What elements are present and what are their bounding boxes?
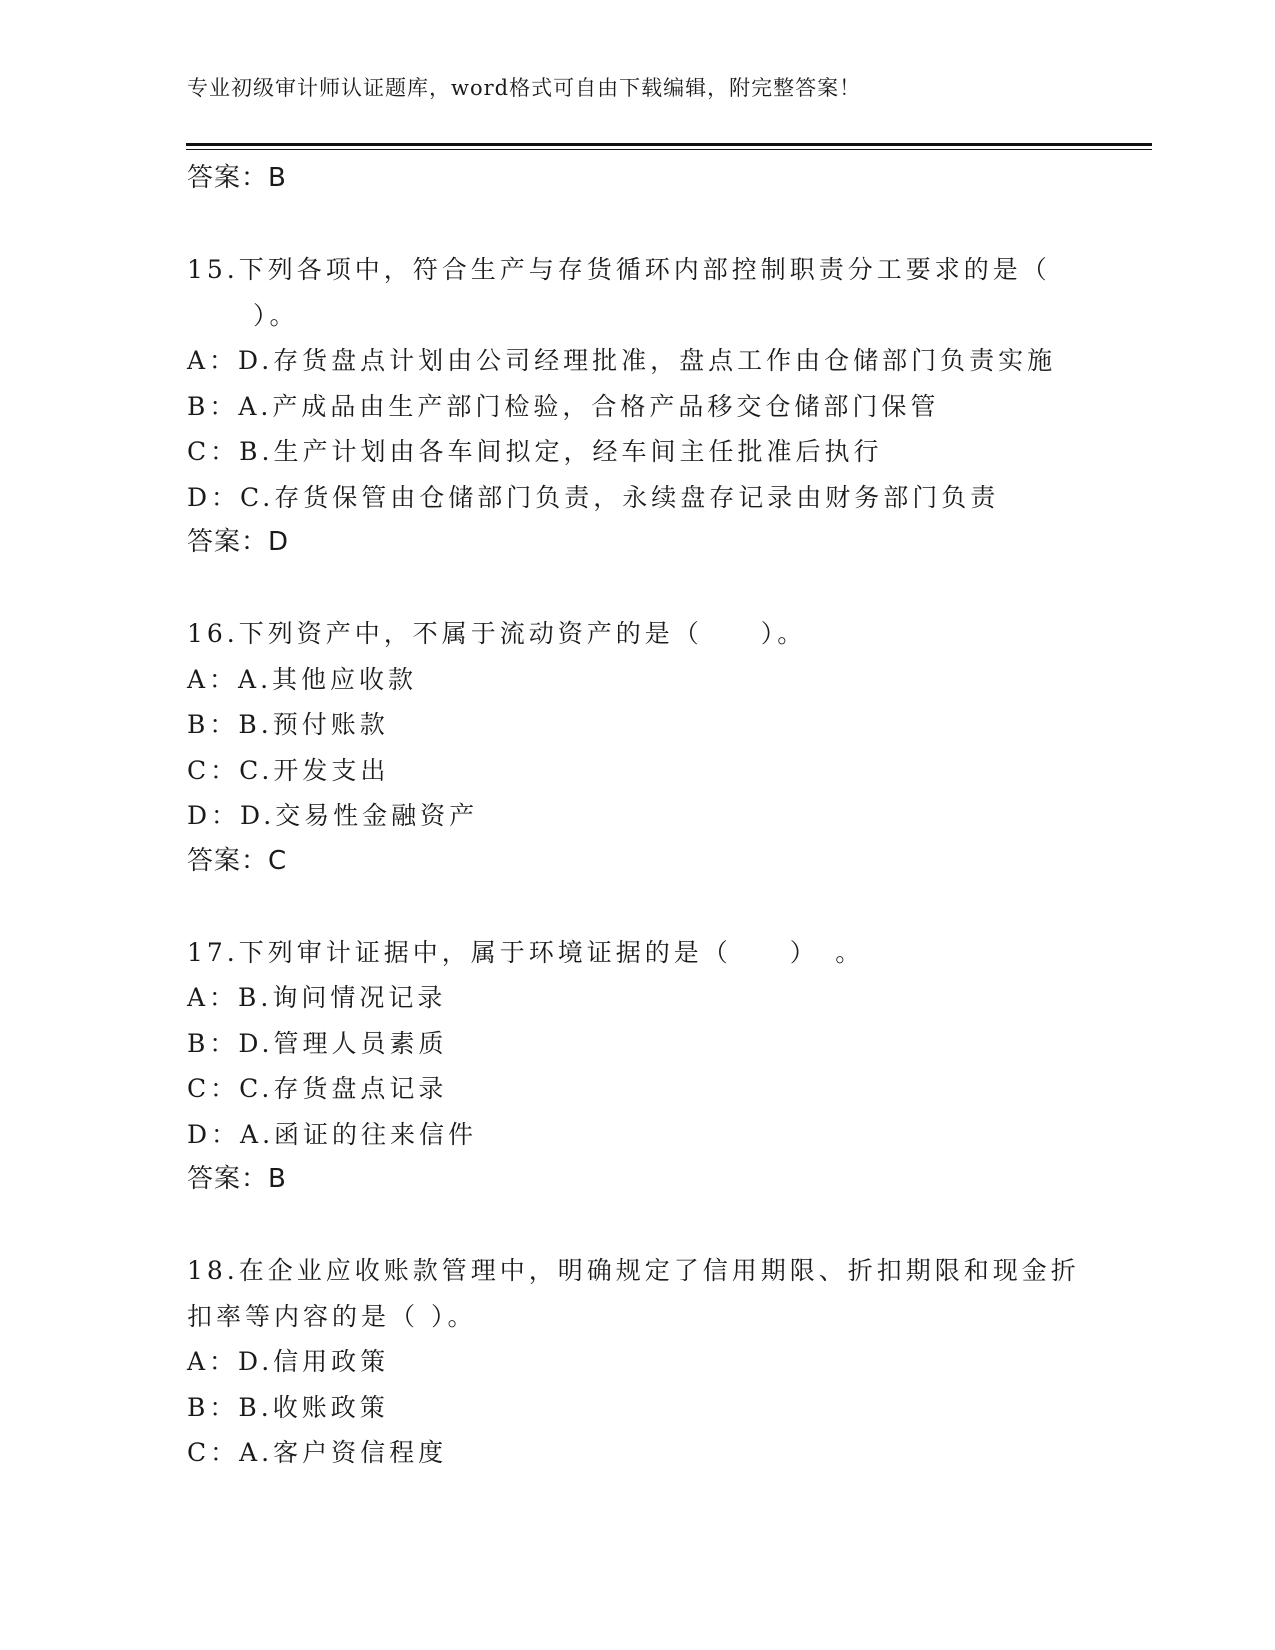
spacer	[187, 202, 1087, 248]
option-c: C：C.开发支出	[187, 755, 390, 785]
spacer	[187, 566, 1087, 612]
header-rule-thin	[186, 149, 1152, 150]
question-stem: 15.下列各项中，符合生产与存货循环内部控制职责分工要求的是（	[187, 255, 1051, 284]
question-stem: 18.在企业应收账款管理中，明确规定了信用期限、折扣期限和现金折	[187, 1256, 1080, 1285]
option-d: D：C.存货保管由仓储部门负责，永续盘存记录由财务部门负责	[187, 482, 1000, 512]
option-d: D：D.交易性金融资产	[187, 801, 479, 830]
option-a: A：D.信用政策	[187, 1347, 390, 1376]
question-block	[187, 611, 1087, 884]
option-b: B：B.收账政策	[187, 1392, 389, 1422]
spacer	[187, 1203, 1087, 1249]
answer-line: 答案：C	[187, 845, 288, 876]
option-b: B：A.产成品由生产部门检验，合格产品移交仓储部门保管	[187, 391, 940, 421]
question-stem-continuation: 扣率等内容的是（ ）。	[187, 1301, 477, 1331]
spacer	[187, 884, 1087, 930]
option-a: A：B.询问情况记录	[187, 983, 447, 1012]
option-a: A：A.其他应收款	[187, 664, 418, 694]
question-stem-continuation: ）。	[253, 300, 299, 330]
option-a: A：D.存货盘点计划由公司经理批准，盘点工作由仓储部门负责实施	[187, 346, 1057, 375]
option-c: C：B.生产计划由各车间拟定，经车间主任批准后执行	[187, 437, 883, 466]
option-c: C：C.存货盘点记录	[187, 1074, 448, 1103]
question-stem: 16.下列资产中，不属于流动资产的是（ ）。	[187, 619, 807, 648]
header-rule-thick	[186, 143, 1152, 146]
answer-line: 答案：D	[187, 527, 290, 557]
option-b: B：D.管理人员素质	[187, 1028, 448, 1058]
option-c: C：A.客户资信程度	[187, 1438, 448, 1467]
question-block	[187, 1248, 1087, 1476]
question-list	[187, 156, 1087, 1476]
option-b: B：B.预付账款	[187, 710, 389, 739]
question-stem: 17.下列审计证据中，属于环境证据的是（ ） 。	[187, 937, 865, 967]
question-block	[187, 930, 1087, 1203]
answer-line: 答案：B	[187, 1164, 287, 1194]
answer-line: 答案：B	[187, 163, 287, 193]
option-d: D：A.函证的往来信件	[187, 1119, 478, 1149]
question-block	[187, 247, 1087, 566]
page-header: 专业初级审计师认证题库，word格式可自由下载编辑，附完整答案！	[187, 76, 862, 100]
